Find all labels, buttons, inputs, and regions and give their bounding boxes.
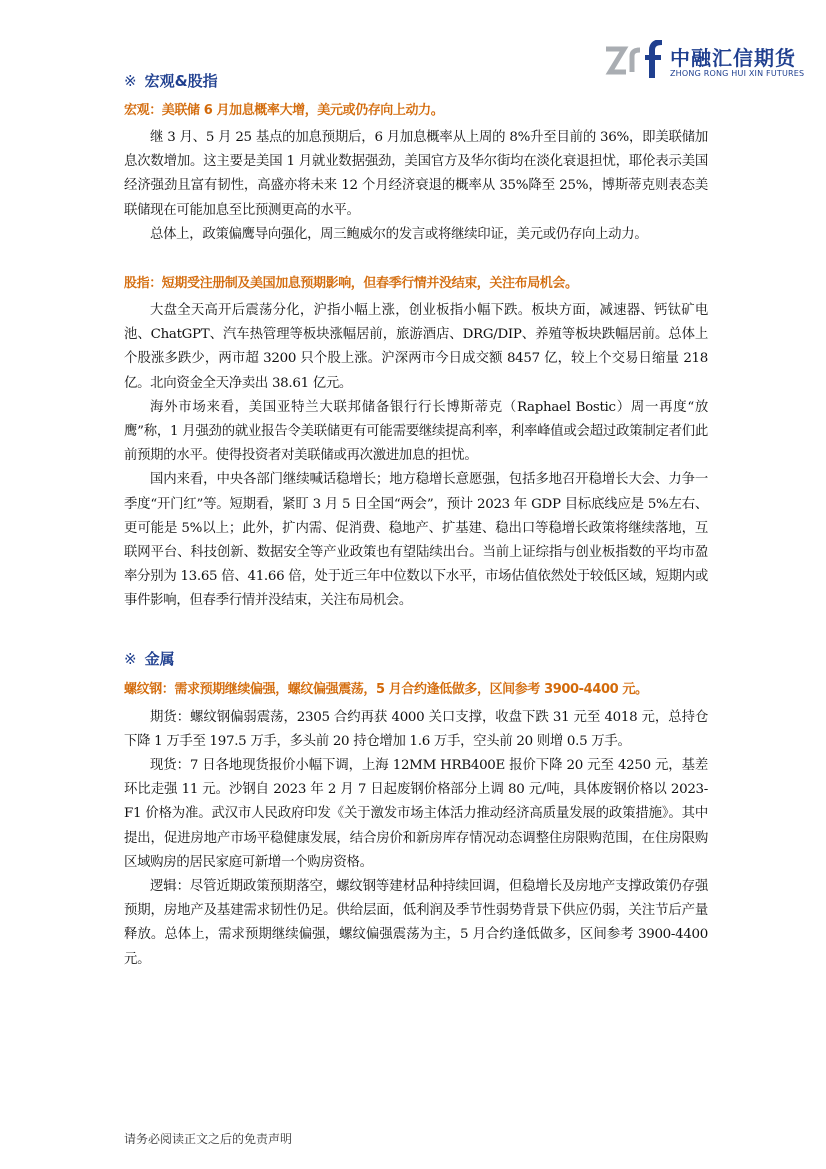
section-title-text: 金属 [144, 649, 175, 668]
section-title-text: 宏观&股指 [144, 72, 218, 90]
paragraph: 海外市场来看，美国亚特兰大联邦储备银行行长博斯蒂克（Raphael Bostic）周一再度“放鹰”称，1 月强劲的就业报告令美联储更有可能需要继续提高利率，利率峰值或会超过政策制定者们此前预期的水平。使得投资者对美联储或再次激进加息的担忧。 [124, 399, 708, 464]
paragraph: 继 3 月、5 月 25 基点的加息预期后，6 月加息概率从上周的 8%升至目前的 36%，即美联储加息次数增加。这主要是美国 1 月就业数据强劲，美国官方及华尔街均在淡化衰退担忧，耶伦表示美国经济强劲且富有韧性，高盛亦将未来 12 个月经济衰退的概率从 35%降至 25%，博斯蒂克则表态美联储现在可能加息至比预测更高的水平。 [124, 130, 708, 218]
paragraph: 总体上，政策偏鹰导向强化，周三鲍威尔的发言或将继续印证，美元或仍存向上动力。 [150, 226, 648, 242]
section-title-metals [124, 644, 708, 674]
paragraph: 现货：7 日各地现货报价小幅下调，上海 12MM HRB400E 报价下降 20 元至 4250 元，基差环比走强 11 元。沙钢自 2023 年 2 月 7 日起废钢价格部分上调 80 元/吨，具体废钢价格以 2023-F1 价格为准。武汉市人民政府印发《关于激发市场主体活力推动经济高质量发展的政策措施》。其中提出，促进房地产市场平稳健康发展，结合房价和新房库存情况动态调整住房限购范围，在住房限购区域购房的居民家庭可新增一个购房资格。 [124, 758, 708, 870]
reference-mark-icon: ※ [124, 72, 137, 90]
subtitle-macro: 宏观：美联储 6 月加息概率大增，美元或仍存向上动力。 [124, 103, 444, 118]
paragraph: 逻辑：尽管近期政策预期落空，螺纹钢等建材品种持续回调，但稳增长及房地产支撑政策仍存强预期，房地产及基建需求韧性仍足。供给层面，低利润及季节性弱势背景下供应仍弱，关注节后产量释放。总体上，需求预期继续偏强，螺纹偏强震荡为主，5 月合约逢低做多，区间参考 3900-4400 元。 [124, 879, 708, 967]
paragraph: 期货：螺纹钢偏弱震荡，2305 合约再获 4000 关口支撑，收盘下跌 31 元至 4018 元，总持仓下降 1 万手至 197.5 万手，多头前 20 持仓增加 1.6 万手，空头前 20 则增 0.5 万手。 [124, 709, 708, 749]
section-title-macro [124, 66, 708, 96]
paragraph: 国内来看，中央各部门继续喊话稳增长；地方稳增长意愿强，包括多地召开稳增长大会、力争一季度“开门红”等。短期看，紧盯 3 月 5 日全国“两会”，预计 2023 年 GDP 目标底线应是 5%左右、更可能是 5%以上；此外，扩内需、促消费、稳地产、扩基建、稳出口等稳增长政策将继续落地，互联网平台、科技创新、数据安全等产业政策也有望陆续出台。当前上证综指与创业板指数的平均市盈率分别为 13.65 倍、41.66 倍，处于近三年中位数以下水平，市场估值依然处于较低区域，短期内或事件影响，但春季行情并没结束，关注布局机会。 [124, 472, 708, 609]
subtitle-rebar: 螺纹钢：需求预期继续偏强，螺纹偏强震荡，5 月合约逢低做多，区间参考 3900-4400 元。 [124, 681, 648, 697]
reference-mark-icon: ※ [124, 649, 137, 668]
logo-name-en: ZHONG RONG HUI XIN FUTURES [670, 69, 805, 78]
report-body [124, 66, 708, 972]
subtitle-index: 股指：短期受注册制及美国加息预期影响，但春季行情并没结束，关注布局机会。 [124, 276, 578, 292]
paragraph: 大盘全天高开后震荡分化，沪指小幅上涨，创业板指小幅下跌。板块方面，减速器、钙钛矿电池、ChatGPT、汽车热管理等板块涨幅居前，旅游酒店、DRG/DIP、养殖等板块跌幅居前。总体上个股涨多跌少，两市超 3200 只个股上涨。沪深两市今日成交额 8457 亿，较上个交易日缩量 218 亿。北向资金全天净卖出 38.61 亿元。 [124, 303, 708, 391]
disclaimer-footer: 请务必阅读正文之后的免责声明 [124, 1132, 293, 1146]
logo-name-cn: 中融汇信期货 [670, 46, 796, 70]
